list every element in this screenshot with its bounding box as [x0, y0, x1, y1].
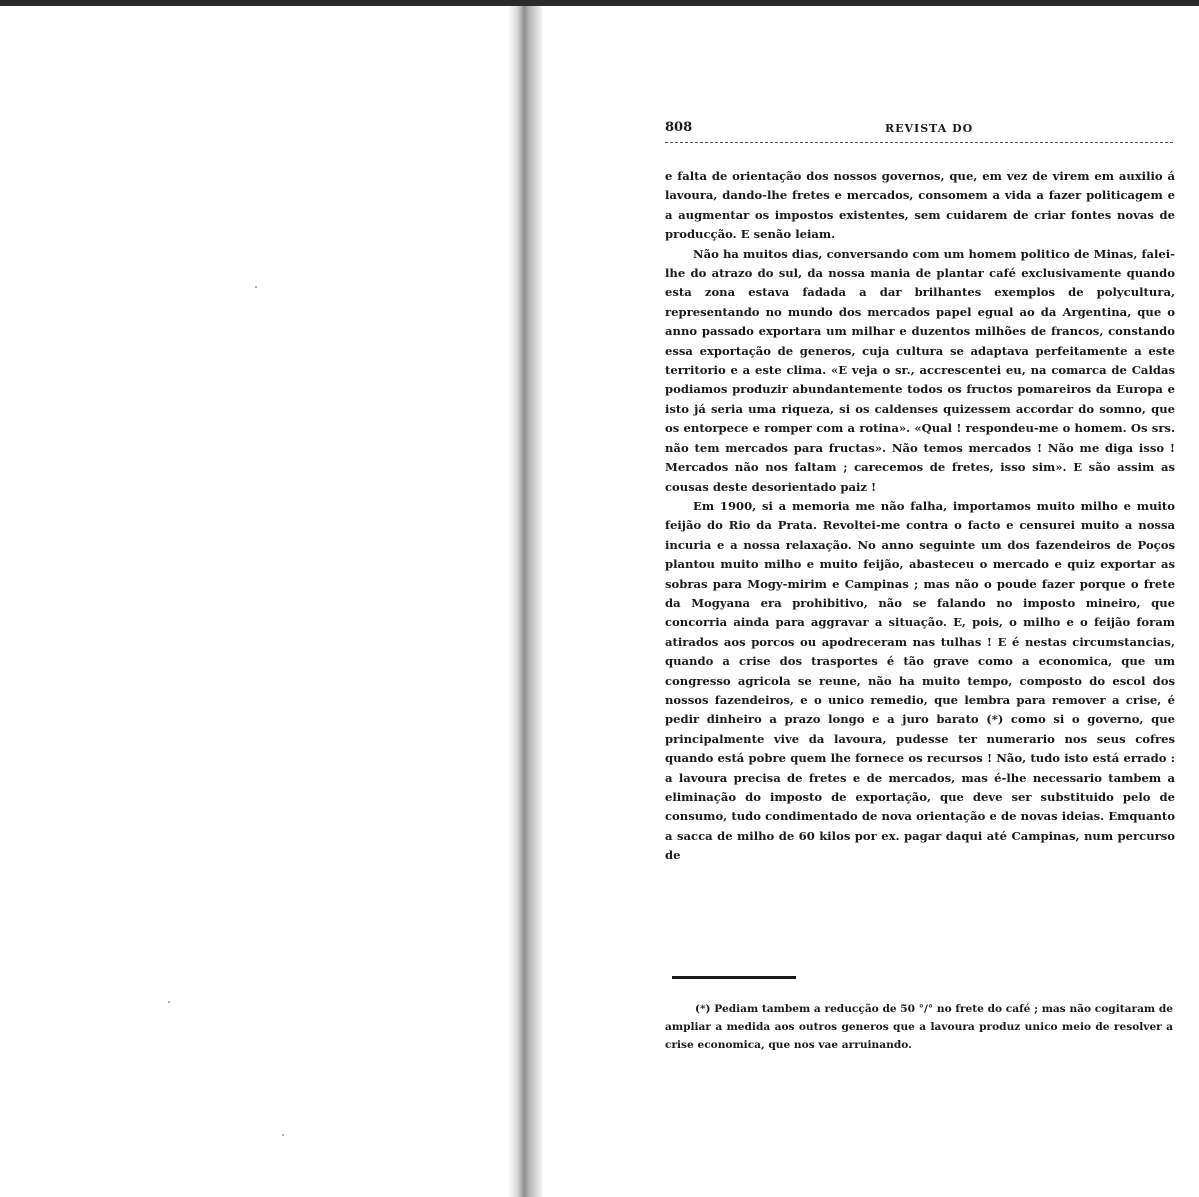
left-page-blank — [0, 6, 520, 1197]
page-header — [665, 120, 1173, 143]
body-text — [665, 167, 1175, 866]
footnote: (*) Pediam tambem a reducção de 50 °/° no frete do café ; mas não cogitaram de ampliar a medida aos outros generos que a lavoura produz unico meio de resolver a crise economica, que nos vae arruinando. — [665, 1003, 1173, 1051]
paragraph: e falta de orientação dos nossos governos, que, em vez de virem em auxilio á lavoura, dando-lhe fretes e mercados, consomem a vida a fazer politicagem e a augmentar os impostos existentes, sem cuidarem de criar fontes novas de producção. E senão leiam. — [665, 169, 1175, 242]
paper-speck — [168, 1001, 170, 1003]
footnote-rule — [672, 976, 796, 979]
page-number: 808 — [665, 120, 693, 135]
paragraph: Em 1900, si a memoria me não falha, importamos muito milho e muito feijão do Rio da Prata. Revoltei-me contra o facto e censurei muito a nossa incuria e a nossa relaxação. No anno seguinte um dos fazendeiros de Poços plantou muito milho e muito feijão, abasteceu o mercado e quiz exportar as sobras para Mogy-mirim e Campinas ; mas não o poude fazer porque o frete da Mogyana era prohibitivo, não se falando no imposto mineiro, que concorria ainda para aggravar a situação. E, pois, o milho e o feijão foram atirados aos porcos ou apodreceram nas tulhas ! E é nestas circumstancias, quando a crise dos trasportes é tão grave como a economica, que um congresso agricola se reune, não ha muito tempo, composto do escol dos nossos fazendeiros, e o unico remedio, que lembra para remover a crise, é pedir dinheiro a prazo longo e a juro barato (*) como si o governo, que principalmente vive da lavoura, pudesse ter numerario nos seus cofres quando está pobre quem lhe fornece os recursos ! Não, tudo isto está errado : a lavoura precisa de fretes e de mercados, mas é-lhe necessario tambem a eliminação do imposto de exportação, que deve ser substituido pelo de consumo, tudo condimentado de nova orientação e de novas ideias. Emquanto a sacca de milho de 60 kilos por ex. pagar daqui até Campinas, num percurso de — [665, 498, 1175, 863]
paragraph: Não ha muitos dias, conversando com um homem politico de Minas, falei-lhe do atrazo do sul, da nossa mania de plantar café exclusivamente quando esta zona estava fadada a dar brilhantes exemplos de polycultura, representando no mundo dos mercados papel egual ao da Argentina, que o anno passado exportara um milhar e duzentos milhões de francos, constando essa exportação de generos, cuja cultura se adaptava perfeitamente a este territorio e a este clima. «E veja o sr., accrescentei eu, na comarca de Caldas podiamos produzir abundantemente todos os fructos pomareiros da Europa e isto já seria uma riqueza, si os caldenses quizessem accordar do somno, que os entorpece e romper com a rotina». «Qual ! respondeu-me o homem. Os srs. não tem mercados para fructas». Não temos mercados ! Não me diga isso ! Mercados não nos faltam ; carecemos de fretes, isso sim». E são assim as cousas deste desorientado paiz ! — [665, 246, 1175, 494]
book-gutter — [508, 6, 542, 1197]
paper-speck — [255, 286, 257, 288]
paper-speck — [282, 1134, 284, 1136]
running-head: REVISTA DO — [885, 122, 974, 135]
